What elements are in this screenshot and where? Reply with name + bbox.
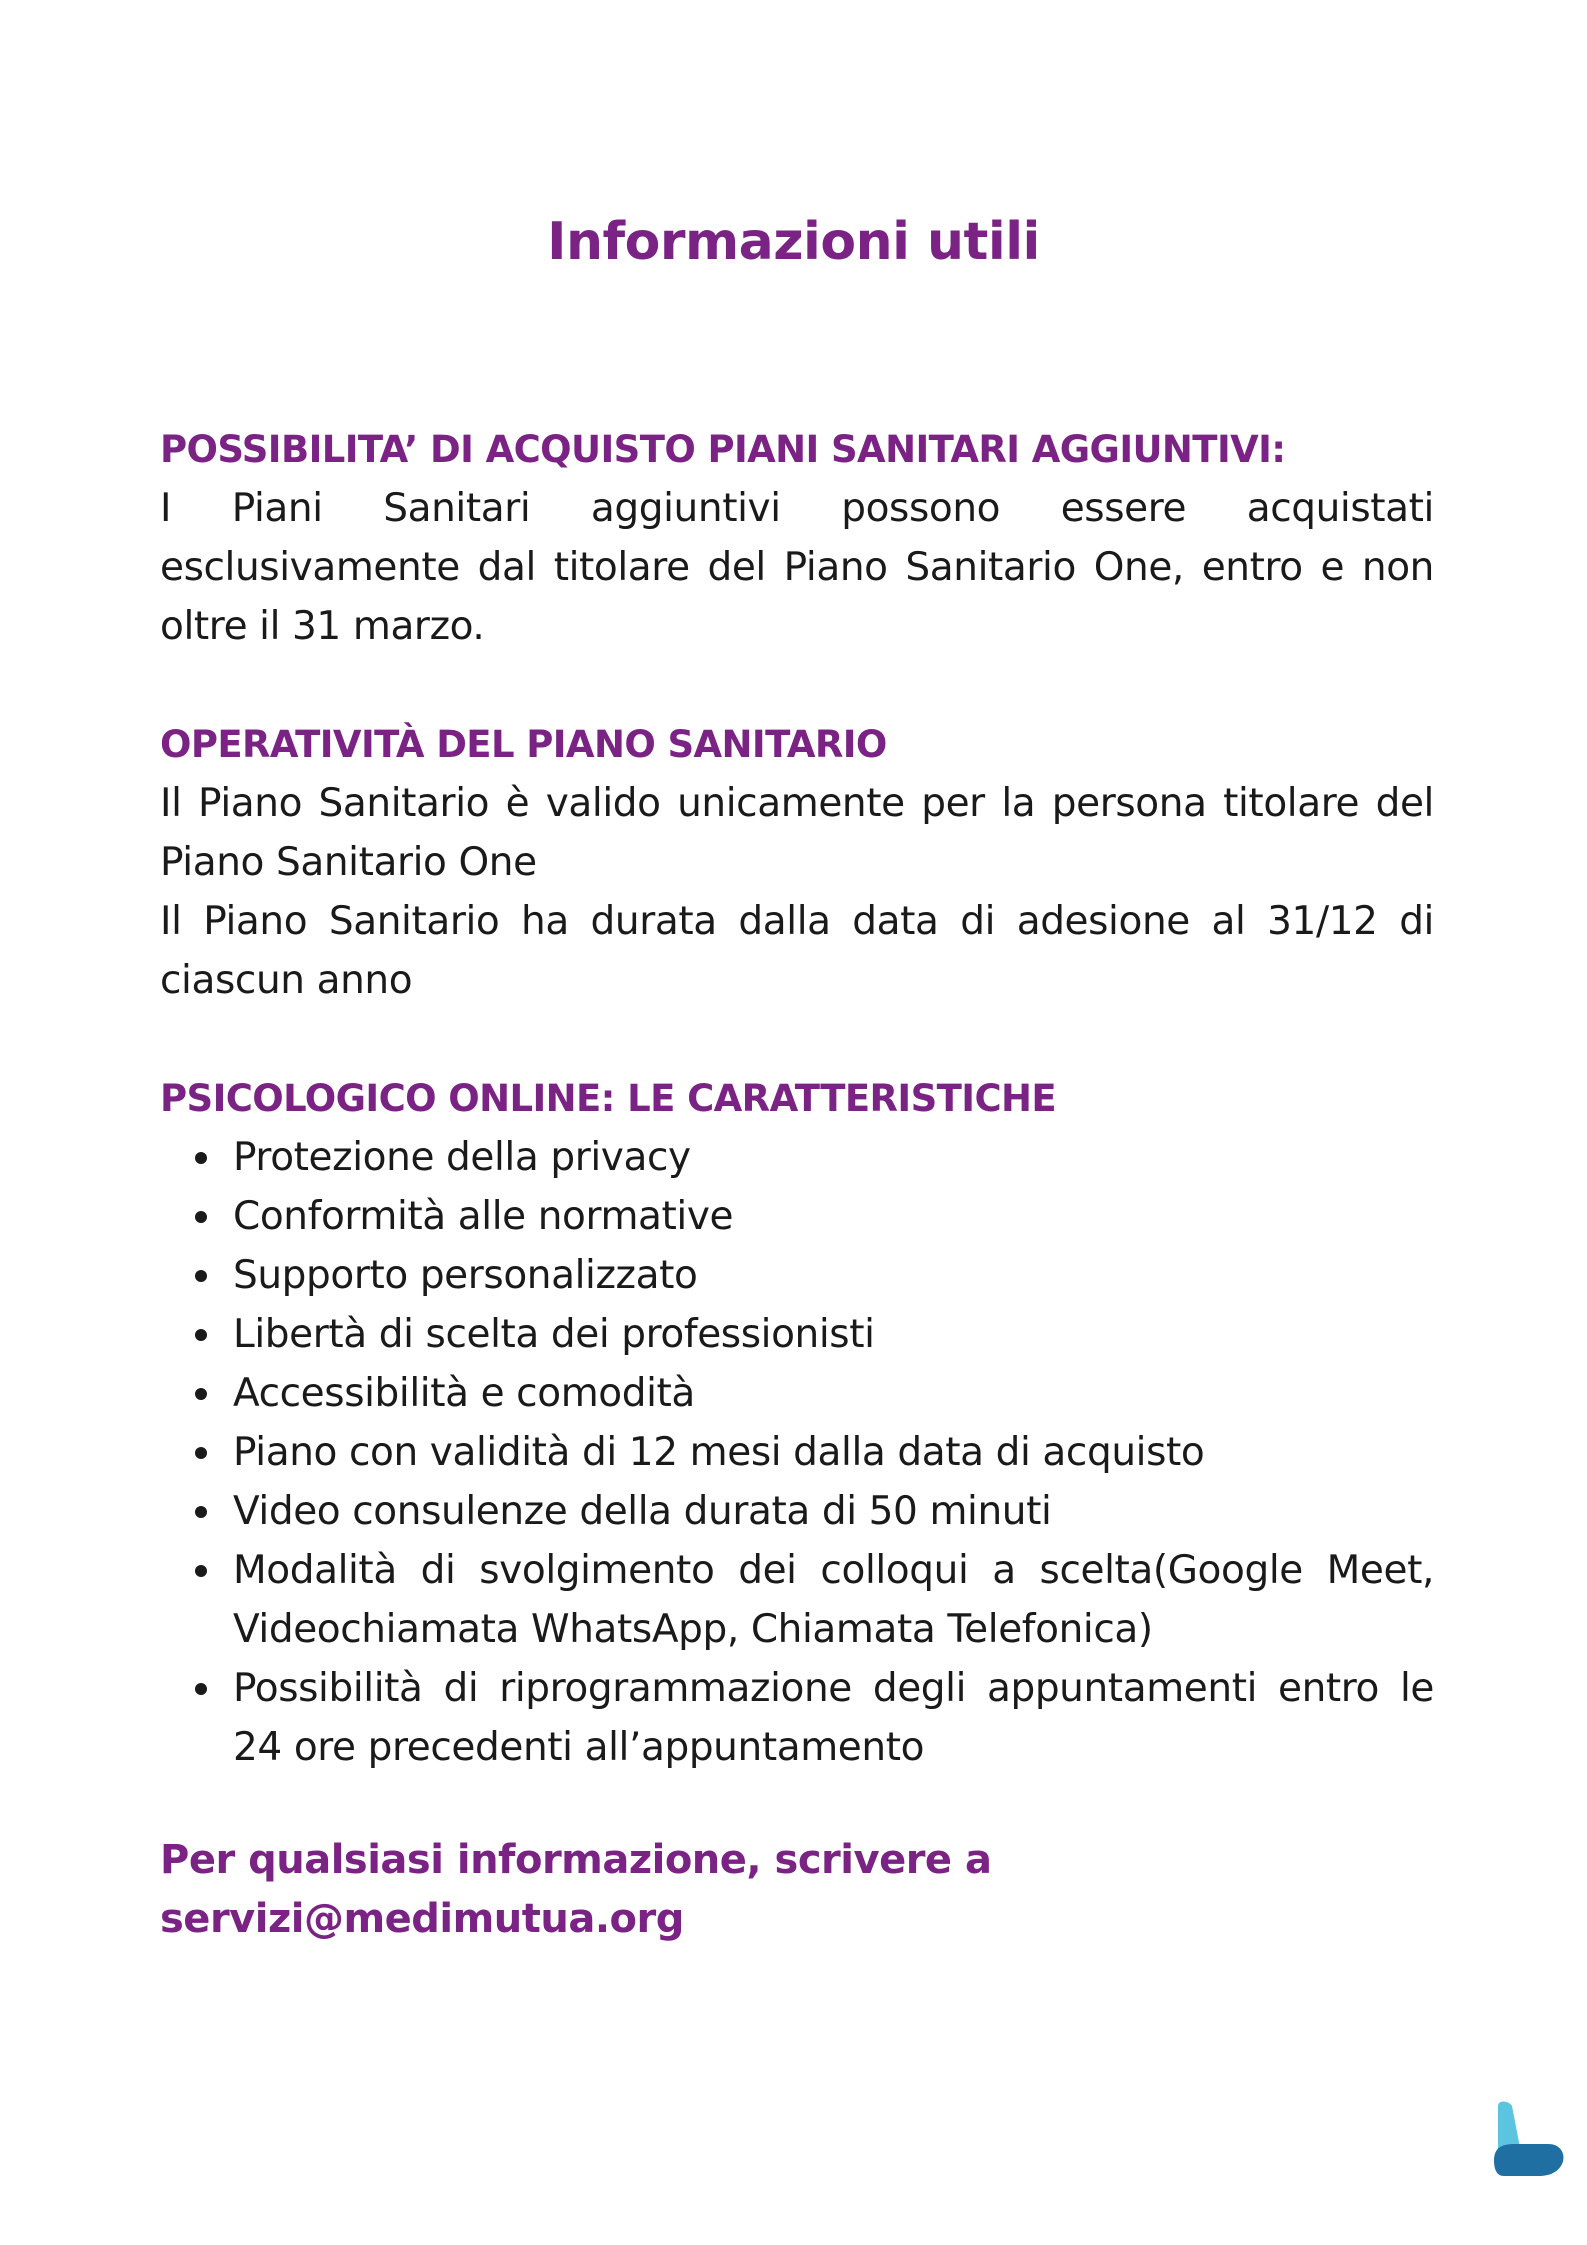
list-item [160, 1541, 1434, 1659]
bullet-icon [195, 1565, 207, 1577]
list-item [160, 1482, 1434, 1541]
bullet-icon [195, 1152, 207, 1164]
list-item-text: Modalità di svolgimento dei colloqui a scelta(Google Meet, Videochiamata WhatsApp, Chiamata Telefonica) [233, 1548, 1434, 1652]
section-paragraph: Il Piano Sanitario ha durata dalla data di adesione al 31/12 di ciascun anno [160, 899, 1434, 1003]
logo-dark-shape [1494, 2144, 1563, 2176]
list-item [160, 1187, 1434, 1246]
list-item-text: Conformità alle normative [233, 1194, 734, 1239]
list-item [160, 1659, 1434, 1777]
document-body [160, 420, 1434, 1949]
list-item-text: Piano con validità di 12 mesi dalla data di acquisto [233, 1430, 1205, 1475]
list-item [160, 1246, 1434, 1305]
list-item-text: Accessibilità e comodità [233, 1371, 695, 1416]
bullet-icon [195, 1683, 207, 1695]
list-item-text: Protezione della privacy [233, 1135, 691, 1180]
section-paragraph: I Piani Sanitari aggiuntivi possono essere acquistati esclusivamente dal titolare del Piano Sanitario One, entro e non oltre il 31 marzo. [160, 486, 1434, 649]
contact-email-link[interactable]: servizi@medimutua.org [160, 1896, 684, 1942]
list-item-text: Possibilità di riprogrammazione degli appuntamenti entro le 24 ore precedenti all’appuntamento [233, 1666, 1434, 1770]
bullet-icon [195, 1506, 207, 1518]
list-item [160, 1364, 1434, 1423]
section-heading: OPERATIVITÀ DEL PIANO SANITARIO [160, 723, 887, 766]
features-list [160, 1128, 1434, 1777]
list-item [160, 1305, 1434, 1364]
list-item-text: Supporto personalizzato [233, 1253, 698, 1298]
list-item [160, 1423, 1434, 1482]
section-operativita [160, 715, 1434, 1010]
brand-logo-icon [1488, 2100, 1568, 2180]
contact-block [160, 1831, 1434, 1949]
list-item [160, 1128, 1434, 1187]
bullet-icon [195, 1211, 207, 1223]
section-paragraph: Il Piano Sanitario è valido unicamente per la persona titolare del Piano Sanitario One [160, 781, 1434, 885]
bullet-icon [195, 1388, 207, 1400]
page-title: Informazioni utili [547, 212, 1040, 272]
bullet-icon [195, 1329, 207, 1341]
bullet-icon [195, 1447, 207, 1459]
section-heading: PSICOLOGICO ONLINE: LE CARATTERISTICHE [160, 1077, 1057, 1120]
contact-text: Per qualsiasi informazione, scrivere a [160, 1837, 992, 1883]
bullet-icon [195, 1270, 207, 1282]
section-psicologico-online [160, 1069, 1434, 1777]
section-heading: POSSIBILITA’ DI ACQUISTO PIANI SANITARI AGGIUNTIVI: [160, 428, 1286, 471]
section-acquisto-piani [160, 420, 1434, 656]
list-item-text: Video consulenze della durata di 50 minuti [233, 1489, 1052, 1534]
list-item-text: Libertà di scelta dei professionisti [233, 1312, 875, 1357]
